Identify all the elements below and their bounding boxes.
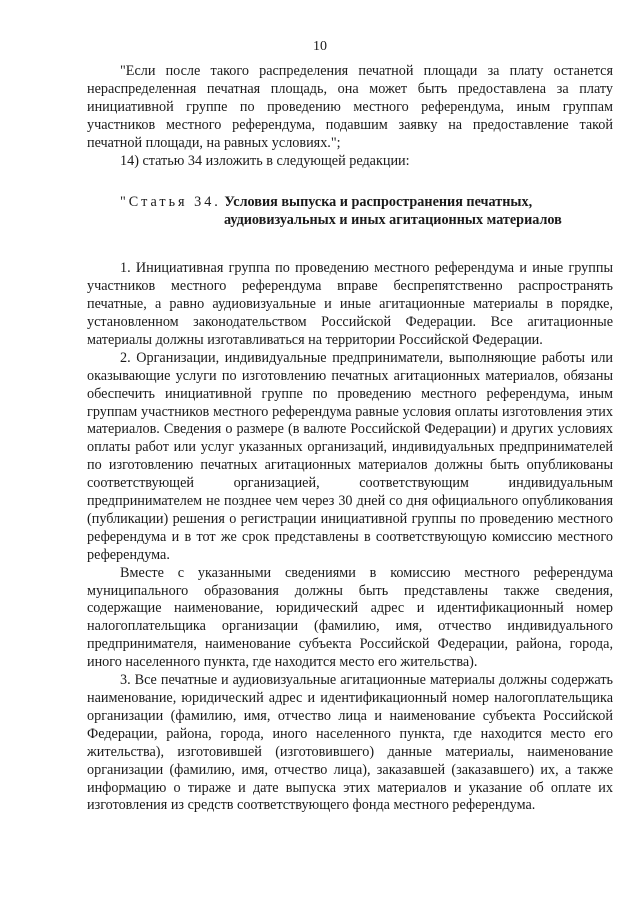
paragraph-clause-1: 1. Инициативная группа по проведению местного референдума и иные группы участников местного референдума вправе беспрепятственно распространять печатные, а равно аудиовизуальные и иные агитационные материалы в порядке, установленном законодательством Российской Федерации. Все агитационные материалы должны изготавливаться на территории Российской Федерации. bbox=[87, 260, 613, 348]
paragraph-clause-2: 2. Организации, индивидуальные предприниматели, выполняющие работы или оказывающие услуги по изготовлению печатных агитационных материалов, обязаны обеспечить инициативной группе по проведению местного референдума, иным группам участников местного референдума равные условия оплаты изготовления этих материалов. Сведения о размере (в валюте Российской Федерации) и других условиях оплаты работ или услуг указанных организаций, индивидуальных предпринимателей по изготовлению печатных агитационных материалов должны быть опубликованы соответствующей организацией, соответствующим индивидуальным предпринимателем не позднее чем через 30 дней со дня официального опубликования (публикации) решения о регистрации инициативной группы по проведению местного референдума и в тот же срок представлены в соответствующую комиссию местного референдума. bbox=[87, 349, 613, 563]
paragraph-amendment-item: 14) статью 34 изложить в следующей редакции: bbox=[120, 152, 410, 169]
document-body bbox=[87, 63, 613, 815]
article-heading-line-1 bbox=[120, 194, 613, 212]
article-title-part-1: Условия выпуска и распространения печатных, bbox=[224, 194, 533, 211]
article-title-part-2: аудиовизуальных и иных агитационных материалов bbox=[224, 212, 562, 229]
article-number: "Статья 34. bbox=[120, 194, 221, 211]
article-heading bbox=[87, 194, 613, 230]
page-number: 10 bbox=[313, 39, 327, 54]
paragraph-quoted-provision: "Если после такого распределения печатной площади за плату останется нераспределенная печатная площадь, она может быть предоставлена за плату инициативной группе по проведению местного референдума, иным группам участников местного референдума, подавшим заявку на предоставление такой печатной площади, на равных условиях."; bbox=[87, 63, 613, 151]
paragraph-clause-3: 3. Все печатные и аудиовизуальные агитационные материалы должны содержать наименование, юридический адрес и идентификационный номер налогоплательщика организации (фамилию, имя, отчество лица и наименование субъекта Российской Федерации, района, города, иного населенного пункта, где находится место его жительства), изготовившей (изготовившего) данные материалы, наименование организации (фамилию, имя, отчество лица), заказавшей (заказавшего) их, а также информацию о тираже и дате выпуска этих материалов и указание об оплате их изготовления из средств соответствующего фонда местного референдума. bbox=[87, 672, 613, 814]
paragraph-clause-2-continued: Вместе с указанными сведениями в комиссию местного референдума муниципального образования должны быть представлены также сведения, содержащие наименование, юридический адрес и идентификационный номер налогоплательщика организации (фамилию, имя, отчество индивидуального предпринимателя, наименование субъекта Российской Федерации, района, города, иного населенного пункта, где находится место его жительства). bbox=[87, 564, 613, 671]
